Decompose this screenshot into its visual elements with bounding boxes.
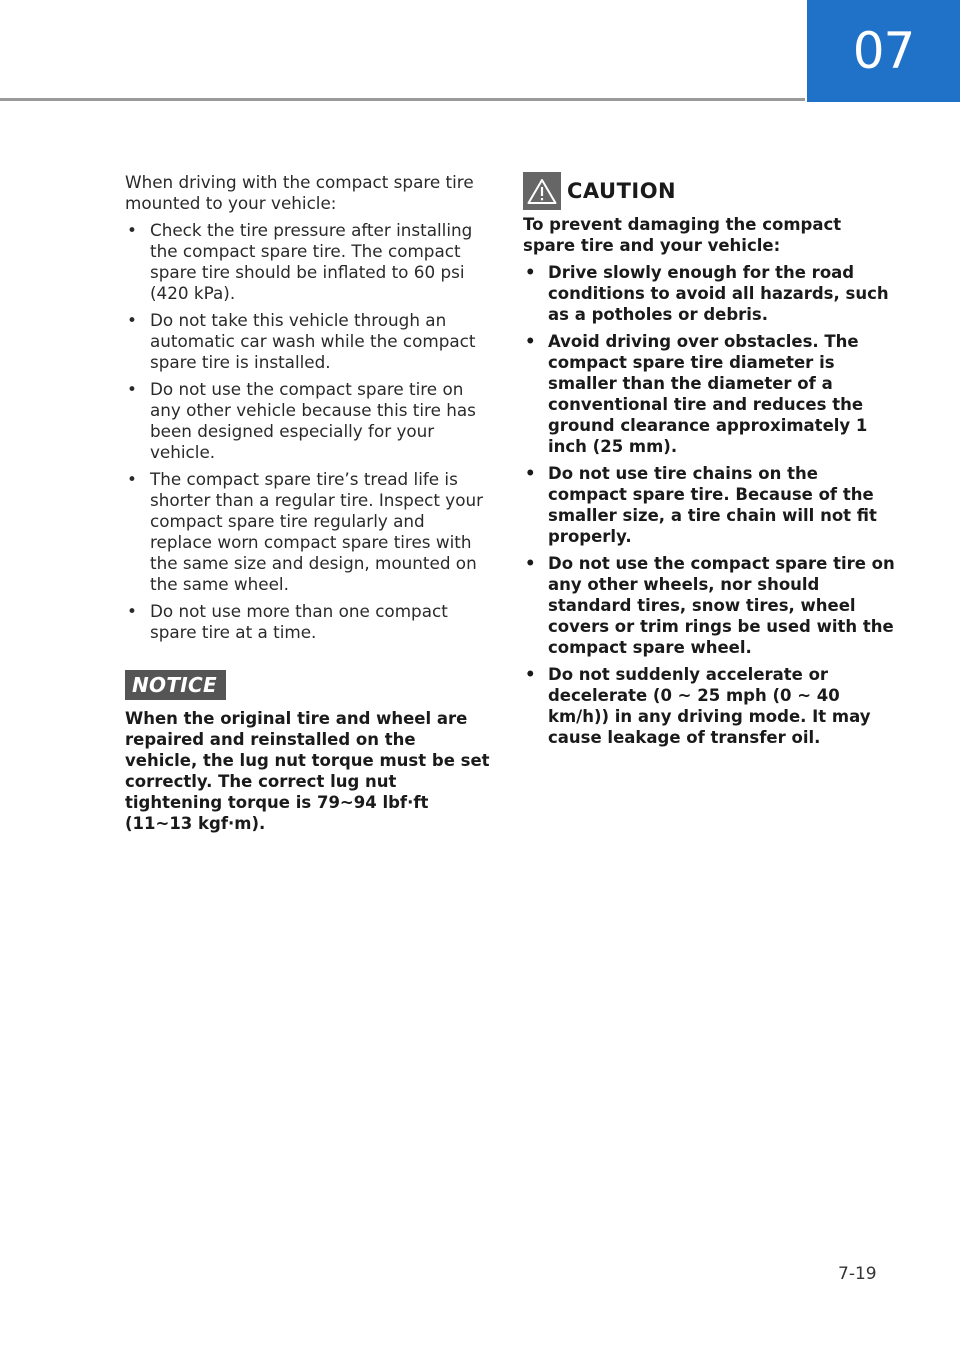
caution-title: CAUTION bbox=[567, 179, 677, 203]
list-item: • Do not use tire chains on the compact spare tire. Because of the smaller size, a tire chain will not fit properly. bbox=[523, 463, 895, 547]
caution-intro: To prevent damaging the compact spare tire and your vehicle: bbox=[523, 215, 842, 255]
list-item: • Do not take this vehicle through an automatic car wash while the compact spare tire is installed. bbox=[125, 310, 490, 373]
caution-bullet-list bbox=[523, 262, 895, 748]
list-item: • Do not use the compact spare tire on any other vehicle because this tire has been designed especially for your vehicle. bbox=[125, 379, 490, 463]
spare-tire-bullet-list bbox=[125, 220, 490, 643]
notice-label: NOTICE bbox=[125, 670, 226, 700]
list-item: • Do not use more than one compact spare tire at a time. bbox=[125, 601, 490, 643]
list-item: • Do not use the compact spare tire on any other wheels, nor should standard tires, snow tires, wheel covers or trim rings be used with the compact spare wheel. bbox=[523, 553, 895, 658]
chapter-tab bbox=[807, 0, 960, 102]
list-item: • Avoid driving over obstacles. The compact spare tire diameter is smaller than the diameter of a conventional tire and reduces the ground clearance approximately 1 inch (25 mm). bbox=[523, 331, 895, 457]
right-column bbox=[523, 172, 895, 754]
header-rule bbox=[0, 98, 805, 101]
chapter-number: 07 bbox=[852, 22, 915, 80]
list-item: • The compact spare tire’s tread life is shorter than a regular tire. Inspect your compact spare tire regularly and replace worn compact spare tires with the same size and design, mounted on the same wheel. bbox=[125, 469, 490, 595]
list-item: • Do not suddenly accelerate or decelerate (0 ~ 25 mph (0 ~ 40 km/h)) in any driving mode. It may cause leakage of transfer oil. bbox=[523, 664, 895, 748]
notice-text: When the original tire and wheel are repaired and reinstalled on the vehicle, the lug nut torque must be set correctly. The correct lug nut tightening torque is 79~94 lbf·ft (11~13 kgf·m). bbox=[125, 709, 490, 833]
page-number: 7-19 bbox=[838, 1264, 877, 1284]
warning-triangle-icon bbox=[523, 172, 561, 210]
intro-paragraph: When driving with the compact spare tire mounted to your vehicle: bbox=[125, 172, 474, 213]
caution-header bbox=[523, 172, 895, 210]
left-column bbox=[125, 172, 490, 834]
list-item: • Check the tire pressure after installing the compact spare tire. The compact spare tire should be inflated to 60 psi (420 kPa). bbox=[125, 220, 490, 304]
list-item: • Drive slowly enough for the road conditions to avoid all hazards, such as a potholes or debris. bbox=[523, 262, 895, 325]
